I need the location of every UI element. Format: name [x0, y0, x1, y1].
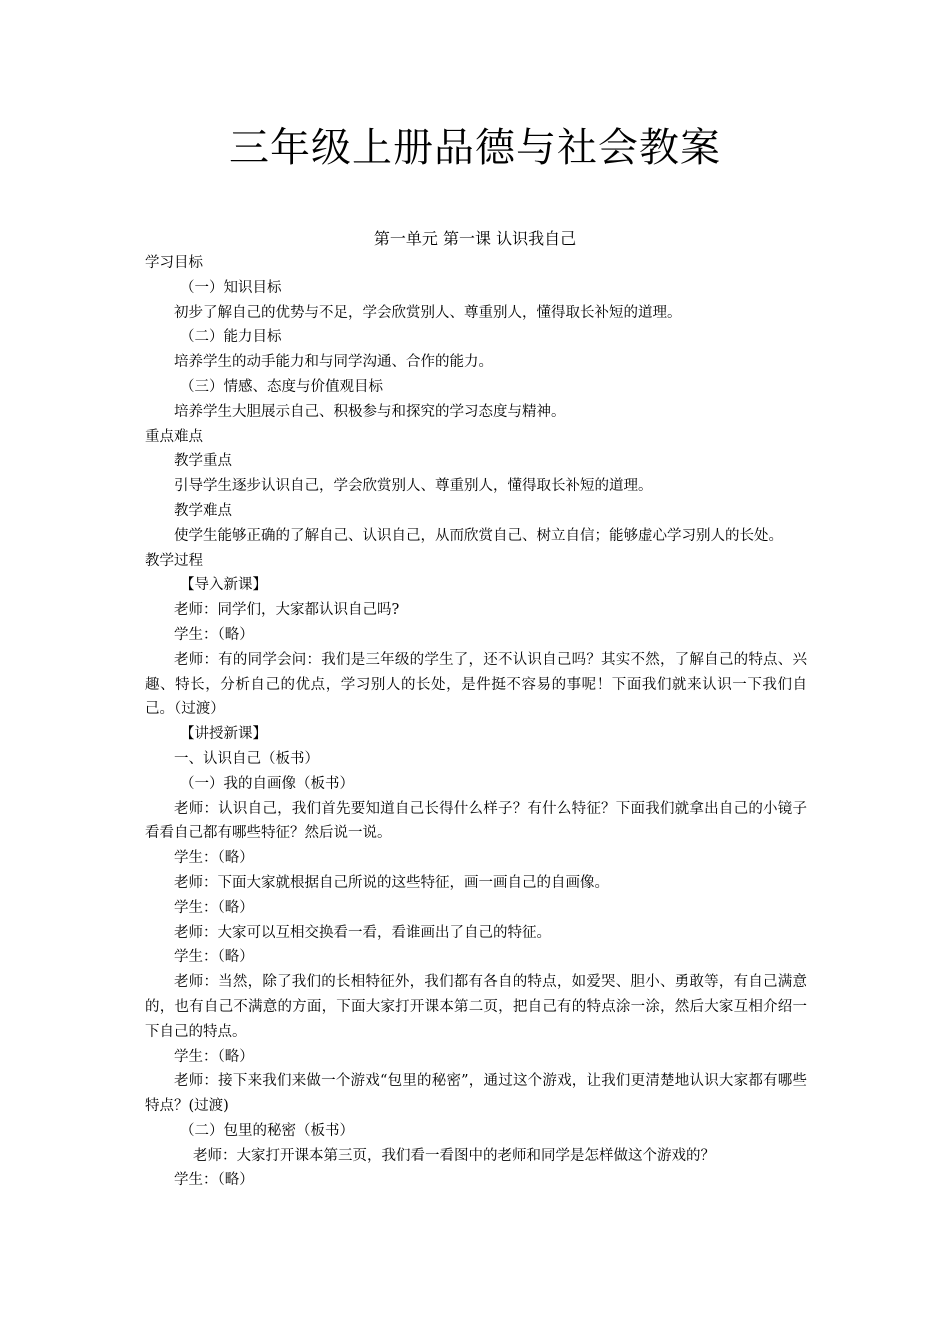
paragraph: 重点难点 [145, 428, 203, 445]
paragraph: 老师：大家打开课本第三页，我们看一看图中的老师和同学是怎样做这个游戏的？ [193, 1147, 715, 1164]
paragraph: 引导学生逐步认识自己，学会欣赏别人、尊重别人，懂得取长补短的道理。 [174, 478, 653, 495]
paragraph: （二）能力目标 [180, 329, 282, 346]
paragraph: 培养学生的动手能力和与同学沟通、合作的能力。 [174, 354, 493, 371]
paragraph: （一）我的自画像（板书） [180, 775, 354, 792]
document-body [145, 251, 807, 1193]
paragraph: 培养学生大胆展示自己、积极参与和探究的学习态度与精神。 [174, 403, 566, 420]
paragraph: （二）包里的秘密（板书） [180, 1122, 354, 1139]
paragraph: 学习目标 [145, 255, 203, 271]
paragraph: 学生：（略） [174, 1172, 254, 1189]
paragraph: 教学重点 [174, 453, 232, 470]
document-title: 三年级上册品德与社会教案 [229, 125, 721, 171]
paragraph: 老师：下面大家就根据自己所说的这些特征，画一画自己的自画像。 [174, 874, 609, 891]
paragraph: 教学过程 [145, 552, 203, 569]
paragraph: 学生：（略） [174, 626, 254, 643]
paragraph: 初步了解自己的优势与不足，学会欣赏别人、尊重别人，懂得取长补短的道理。 [174, 304, 682, 321]
paragraph: 学生：（略） [174, 949, 254, 966]
paragraph: 【讲授新课】 [180, 726, 267, 743]
paragraph: 老师：大家可以互相交换看一看，看谁画出了自己的特征。 [174, 924, 551, 941]
paragraph: （三）情感、态度与价值观目标 [180, 378, 383, 395]
paragraph: 老师：同学们，大家都认识自己吗? [174, 602, 400, 619]
paragraph: 学生：（略） [174, 1048, 254, 1065]
paragraph: 老师：接下来我们来做一个游戏“包里的秘密”，通过这个游戏，让我们更清楚地认识大家都有哪些特点？(过渡) [145, 1073, 807, 1115]
paragraph: 使学生能够正确的了解自己、认识自己，从而欣赏自己、树立自信；能够虚心学习别人的长处。 [174, 527, 783, 544]
paragraph: 教学难点 [174, 502, 232, 519]
paragraph: 学生：（略） [174, 899, 254, 916]
paragraph: 一、认识自己（板书） [174, 750, 319, 767]
paragraph: 【导入新课】 [180, 577, 267, 594]
paragraph: 老师：认识自己，我们首先要知道自己长得什么样子？有什么特征？下面我们就拿出自己的小镜子看看自己都有哪些特征？然后说一说。 [145, 800, 807, 842]
paragraph: （一）知识目标 [180, 279, 282, 296]
paragraph: 学生：（略） [174, 850, 254, 867]
lesson-subtitle: 第一单元 第一课 认识我自己 [373, 229, 577, 248]
paragraph: 老师：当然，除了我们的长相特征外，我们都有各自的特点，如爱哭、胆小、勇敢等，有自己满意的，也有自己不满意的方面，下面大家打开课本第二页，把自己有的特点涂一涂，然后大家互相介绍一下自己的特点。 [145, 974, 807, 1040]
paragraph: 老师：有的同学会问：我们是三年级的学生了，还不认识自己吗？其实不然，了解自己的特点、兴趣、特长，分析自己的优点，学习别人的长处，是件挺不容易的事呢！下面我们就来认识一下我们自己。（过渡） [145, 651, 807, 718]
